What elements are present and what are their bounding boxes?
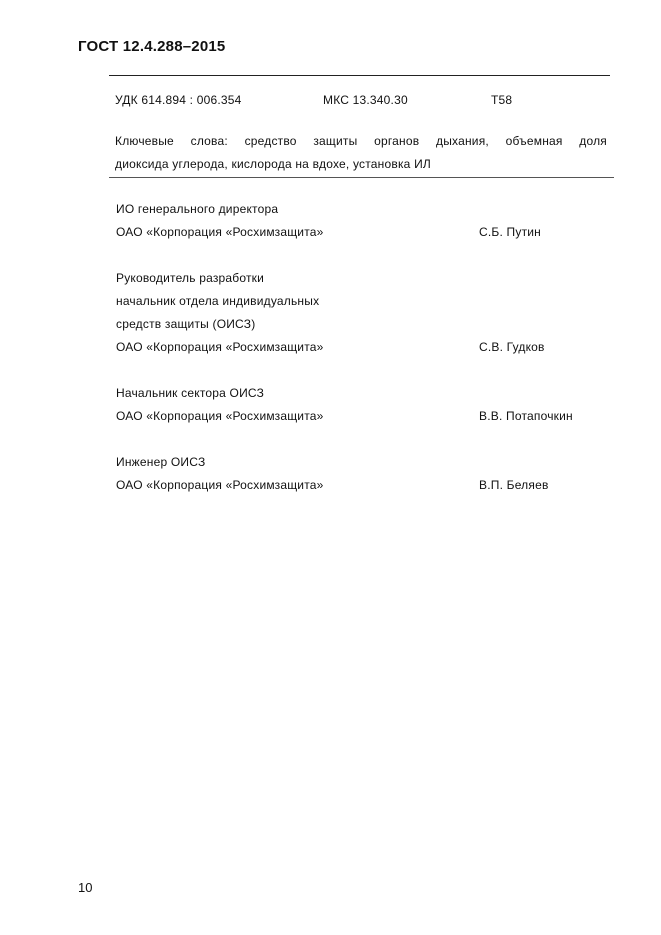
signatory-position: начальник отдела индивидуальных [116, 294, 320, 308]
keywords-divider [109, 177, 614, 178]
top-divider [109, 75, 610, 76]
keywords-line-1: Ключевые слова: средство защиты органов дыхания, объемная доля [115, 134, 607, 148]
signatory-position: Начальник сектора ОИСЗ [116, 386, 265, 400]
signatory-position: Инженер ОИСЗ [116, 455, 206, 469]
signatory-block [116, 198, 586, 244]
signatory-organization: ОАО «Корпорация «Росхимзащита» [116, 478, 324, 492]
signatory-organization: ОАО «Корпорация «Росхимзащита» [116, 225, 324, 239]
signatory-block [116, 451, 586, 497]
mks-code: МКС 13.340.30 [323, 93, 408, 107]
signatory-name: В.П. Беляев [479, 478, 549, 492]
signatory-position: Руководитель разработки [116, 271, 265, 285]
document-title: ГОСТ 12.4.288–2015 [78, 38, 226, 55]
classification-code: Т58 [491, 93, 513, 107]
signatory-organization: ОАО «Корпорация «Росхимзащита» [116, 340, 324, 354]
signatory-name: С.В. Гудков [479, 340, 545, 354]
signatory-name: В.В. Потапочкин [479, 409, 573, 423]
signatory-position: ИО генерального директора [116, 202, 279, 216]
signatory-block [116, 382, 586, 428]
signatory-organization: ОАО «Корпорация «Росхимзащита» [116, 409, 324, 423]
page-number: 10 [78, 880, 93, 895]
keywords-paragraph [115, 130, 607, 176]
signatory-position: средств защиты (ОИСЗ) [116, 317, 256, 331]
udk-code: УДК 614.894 : 006.354 [115, 93, 242, 107]
signatory-block [116, 267, 586, 359]
keywords-line-2: диоксида углерода, кислорода на вдохе, установка ИЛ [115, 157, 431, 171]
signatory-name: С.Б. Путин [479, 225, 541, 239]
